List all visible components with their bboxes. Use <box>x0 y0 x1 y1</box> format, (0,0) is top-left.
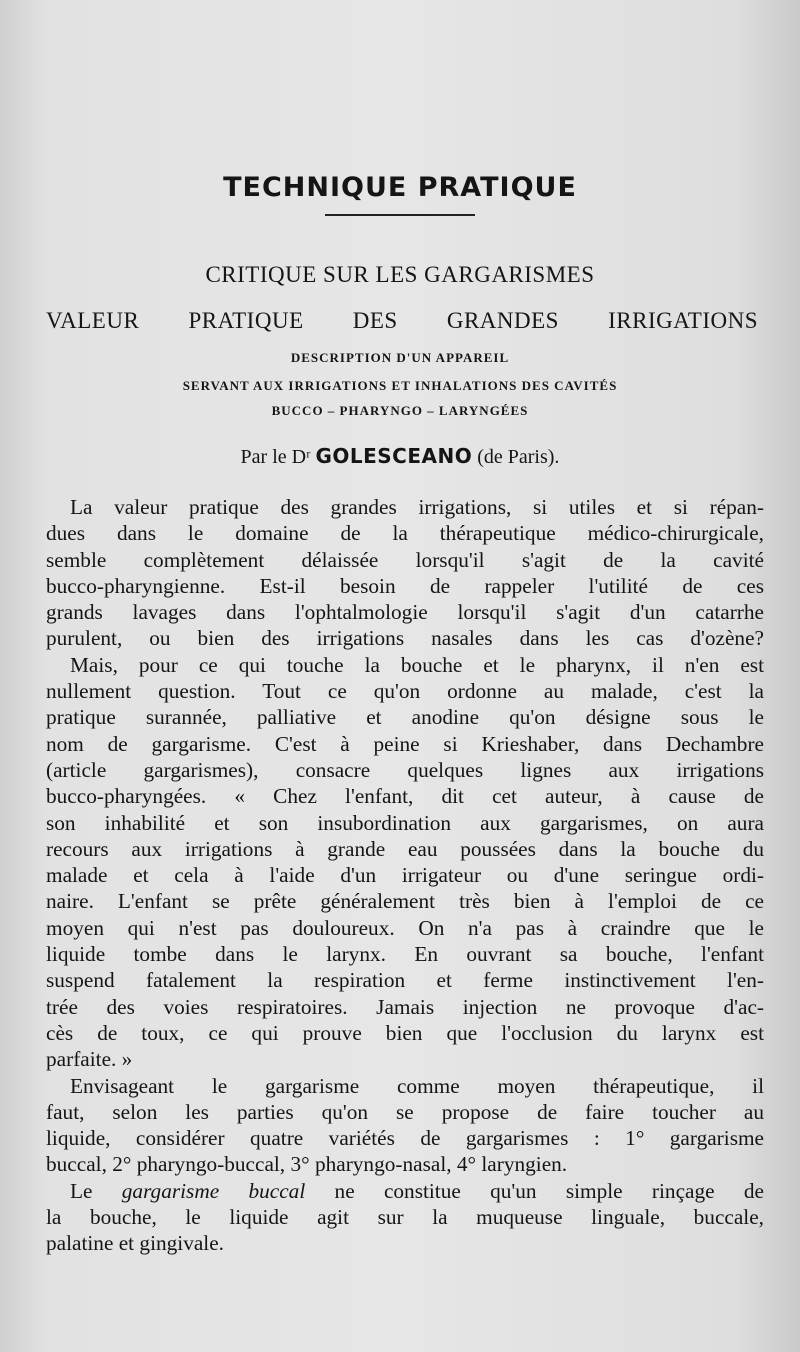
text-line: nom de gargarisme. C'est à peine si Krieshaber, dans Dechambre <box>46 731 764 756</box>
description-line-3: BUCCO – PHARYNGO – LARYNGÉES <box>271 403 529 418</box>
text-line: liquide tombe dans le larynx. En ouvrant sa bouche, l'enfant <box>46 942 764 967</box>
emphasized-term: gargarisme buccal <box>121 1178 306 1203</box>
description-line-2: SERVANT AUX IRRIGATIONS ET INHALATIONS DES CAVITÉS <box>182 378 618 393</box>
byline <box>0 444 800 469</box>
text-line: bucco-pharyngées. « Chez l'enfant, dit cet auteur, à cause de <box>46 784 764 809</box>
text-line: la bouche, le liquide agit sur la muqueuse linguale, buccale, <box>46 1205 764 1230</box>
subtitle-valeur: VALEUR PRATIQUE DES GRANDES IRRIGATIONS <box>46 308 758 333</box>
text-line: cès de toux, ce qui prouve bien que l'occlusion du larynx est <box>46 1020 764 1045</box>
description-line-1: DESCRIPTION D'UN APPAREIL <box>290 350 510 365</box>
article-body <box>46 494 764 1257</box>
text-line: palatine et gingivale. <box>46 1231 224 1256</box>
subtitle-critique: CRITIQUE SUR LES GARGARISMES <box>205 262 595 287</box>
text-line: naire. L'enfant se prête généralement très bien à l'emploi de ce <box>46 889 764 914</box>
text-line: Envisageant le gargarisme comme moyen thérapeutique, il <box>70 1073 764 1098</box>
text-line <box>46 1178 764 1204</box>
text-line: recours aux irrigations à grande eau poussées dans la bouche du <box>46 836 764 861</box>
byline-prefix: Par le Dʳ <box>240 446 311 468</box>
text-line: suspend fatalement la respiration et ferme instinctivement l'en- <box>46 968 764 993</box>
text-fragment: Le <box>70 1178 93 1203</box>
text-line: La valeur pratique des grandes irrigations, si utiles et si répan- <box>70 495 764 519</box>
text-line: son inhabilité et son insubordination aux gargarismes, on aura <box>46 810 764 835</box>
text-line: liquide, considérer quatre variétés de gargarismes : 1° gargarisme <box>46 1126 764 1151</box>
text-line: purulent, ou bien des irrigations nasales dans les cas d'ozène? <box>46 626 764 651</box>
text-line: trée des voies respiratoires. Jamais injection ne provoque d'ac- <box>46 994 764 1019</box>
paragraph <box>46 652 764 1073</box>
byline-author: GOLESCEANO <box>315 444 473 468</box>
text-line: moyen qui n'est pas douloureux. On n'a pas à craindre que le <box>46 915 764 940</box>
byline-suffix: (de Paris). <box>477 446 560 468</box>
text-line: (article gargarismes), consacre quelques lignes aux irrigations <box>46 757 764 782</box>
text-line: dues dans le domaine de la thérapeutique médico-chirurgicale, <box>46 521 764 546</box>
text-line: pratique surannée, palliative et anodine qu'on désigne sous le <box>46 705 764 730</box>
title-rule <box>325 214 475 216</box>
text-line: malade et cela à l'aide d'un irrigateur ou d'une seringue ordi- <box>46 863 764 888</box>
paragraph <box>46 1178 764 1257</box>
text-line: faut, selon les parties qu'on se propose de faire toucher au <box>46 1099 764 1124</box>
section-title: TECHNIQUE PRATIQUE <box>223 172 577 203</box>
text-line: parfaite. » <box>46 1047 133 1072</box>
text-line: nullement question. Tout ce qu'on ordonne au malade, c'est la <box>46 679 764 704</box>
text-line: semble complètement délaissée lorsqu'il s'agit de la cavité <box>46 547 764 572</box>
paragraph <box>46 1073 764 1178</box>
text-line: bucco-pharyngienne. Est-il besoin de rappeler l'utilité de ces <box>46 573 764 598</box>
text-line: buccal, 2° pharyngo-buccal, 3° pharyngo-nasal, 4° laryngien. <box>46 1152 568 1177</box>
text-fragment: ne constitue qu'un simple rinçage de <box>334 1178 764 1203</box>
paragraph <box>46 494 764 652</box>
text-line: grands lavages dans l'ophtalmologie lorsqu'il s'agit d'un catarrhe <box>46 600 764 625</box>
text-line: Mais, pour ce qui touche la bouche et le pharynx, il n'en est <box>70 652 764 677</box>
